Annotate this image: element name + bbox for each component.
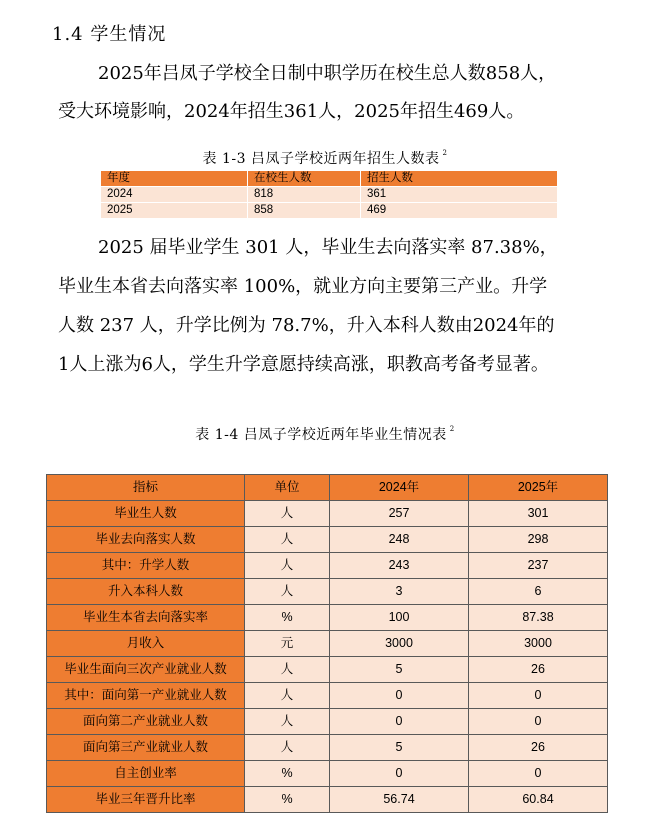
table-row [47,553,608,579]
table-cell: % [245,787,330,813]
table-cell: 0 [330,761,469,787]
table-cell: 3 [330,579,469,605]
table-cell: 100 [330,605,469,631]
table-cell: 298 [469,527,608,553]
table-cell: 26 [469,735,608,761]
table-cell: 248 [330,527,469,553]
table-row [47,605,608,631]
table-1-3-footnote-mark: 2 [442,149,448,157]
row-label-cell: 升入本科人数 [47,579,245,605]
table-1-4-caption-text: 表 1-4 吕凤子学校近两年毕业生情况表 [195,427,447,443]
graduates-line-2: 毕业生本省去向落实率 100%，就业方向主要第三产业。升学 [58,276,548,297]
table-row [47,709,608,735]
table-cell: 0 [469,709,608,735]
intro-line-1: 2025年吕凤子学校全日制中职学历在校生总人数858人， [98,63,557,84]
table-header-row [101,171,558,187]
row-label-cell: 自主创业率 [47,761,245,787]
row-label-cell: 其中：升学人数 [47,553,245,579]
table-cell: 237 [469,553,608,579]
row-label-cell: 毕业生人数 [47,501,245,527]
row-label-cell: 其中：面向第一产业就业人数 [47,683,245,709]
table-cell: 0 [330,683,469,709]
table-cell: 元 [245,631,330,657]
table-cell: % [245,761,330,787]
header-cell: 在校生人数 [248,171,361,187]
graduates-line-1: 2025 届毕业学生 301 人，毕业生去向落实率 87.38%， [98,237,558,258]
table-cell: 243 [330,553,469,579]
row-label-cell: 面向第二产业就业人数 [47,709,245,735]
table-row [47,501,608,527]
table-cell: 5 [330,735,469,761]
table-row [47,579,608,605]
table-row [47,761,608,787]
row-label-cell: 毕业生面向三次产业就业人数 [47,657,245,683]
table-cell: 858 [248,203,361,219]
table-cell: 56.74 [330,787,469,813]
table-1-3-caption-text: 表 1-3 吕凤子学校近两年招生人数表 [202,151,440,167]
row-label-cell: 月收入 [47,631,245,657]
table-cell: 0 [330,709,469,735]
table-row [47,787,608,813]
intro-line-2: 受大环境影响，2024年招生361人，2025年招生469人。 [58,101,525,122]
table-cell: 人 [245,657,330,683]
table-row [47,683,608,709]
graduates-line-3: 人数 237 人，升学比例为 78.7%，升入本科人数由2024年的 [58,315,555,336]
header-cell: 指标 [47,475,245,501]
row-label-cell: 毕业去向落实人数 [47,527,245,553]
row-label-cell: 毕业生本省去向落实率 [47,605,245,631]
table-row [47,631,608,657]
header-cell: 年度 [101,171,248,187]
header-cell: 招生人数 [361,171,558,187]
table-cell: 60.84 [469,787,608,813]
table-cell: 人 [245,527,330,553]
table-cell: 6 [469,579,608,605]
table-cell: 469 [361,203,558,219]
table-1-4 [46,474,608,813]
table-cell: 2024 [101,187,248,203]
table-cell: 257 [330,501,469,527]
table-cell: 人 [245,579,330,605]
table-row [47,657,608,683]
table-cell: 26 [469,657,608,683]
section-heading: 1.4 学生情况 [52,24,167,45]
table-header-row [47,475,608,501]
table-1-3 [100,170,558,219]
table-row [47,527,608,553]
row-label-cell: 面向第三产业就业人数 [47,735,245,761]
table-cell: 818 [248,187,361,203]
table-cell: 人 [245,501,330,527]
table-cell: 0 [469,683,608,709]
header-cell: 单位 [245,475,330,501]
graduates-line-4: 1人上涨为6人，学生升学意愿持续高涨，职教高考备考显著。 [58,354,549,375]
table-cell: 5 [330,657,469,683]
table-cell: 人 [245,683,330,709]
table-1-4-caption [0,424,650,444]
table-cell: 0 [469,761,608,787]
table-cell: 人 [245,553,330,579]
table-cell: 2025 [101,203,248,219]
table-row [47,735,608,761]
table-cell: 361 [361,187,558,203]
header-cell: 2025年 [469,475,608,501]
table-1-3-caption [0,148,650,168]
table-cell: 3000 [330,631,469,657]
table-row [101,203,558,219]
table-cell: % [245,605,330,631]
header-cell: 2024年 [330,475,469,501]
table-cell: 301 [469,501,608,527]
table-cell: 人 [245,735,330,761]
table-cell: 3000 [469,631,608,657]
table-1-4-footnote-mark: 2 [449,425,455,433]
table-cell: 人 [245,709,330,735]
table-row [101,187,558,203]
row-label-cell: 毕业三年晋升比率 [47,787,245,813]
table-cell: 87.38 [469,605,608,631]
